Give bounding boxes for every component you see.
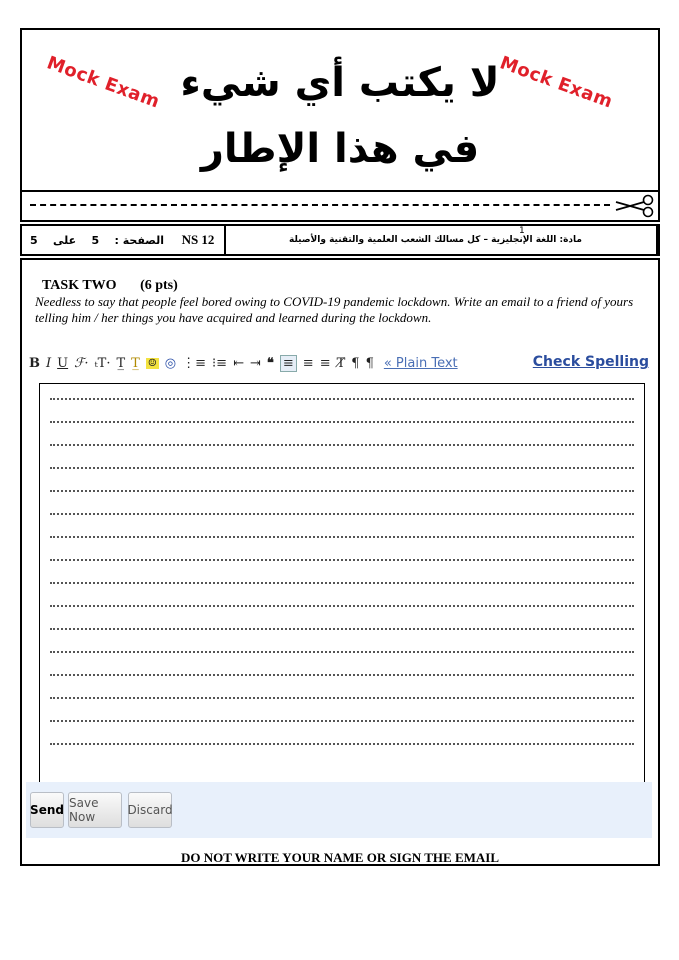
bulleted-list-icon[interactable]: ⁝≡: [212, 355, 228, 371]
font-size-icon[interactable]: ₜT·: [94, 355, 111, 371]
check-spelling-link[interactable]: Check Spelling: [532, 354, 649, 370]
exam-code: NS 12: [172, 226, 226, 254]
cut-line-strip: [20, 192, 660, 222]
tiny-mark: 1: [519, 226, 525, 236]
writing-line: [50, 444, 634, 446]
subject-cell: [226, 226, 658, 254]
page-number: 5: [91, 233, 100, 247]
writing-line: [50, 605, 634, 607]
task-heading: [42, 278, 178, 294]
writing-line: [50, 398, 634, 400]
writing-line: [50, 651, 634, 653]
outdent-icon[interactable]: ⇤: [233, 355, 244, 371]
formatting-toolbar: [29, 345, 651, 381]
text-color-icon[interactable]: T̲: [116, 355, 126, 371]
warning-line-1: لا يكتب أي شيء: [180, 60, 500, 106]
writing-line: [50, 467, 634, 469]
header-frame: [20, 28, 660, 192]
discard-button[interactable]: Discard: [128, 792, 172, 828]
mock-exam-stamp-right: Mock Exam: [496, 52, 616, 113]
email-action-bar: [26, 782, 652, 838]
page-indicator: [22, 226, 172, 254]
rtl-icon[interactable]: ¶: [351, 355, 360, 371]
mock-exam-stamp-left: Mock Exam: [43, 52, 163, 113]
align-right-icon[interactable]: ≡: [319, 355, 331, 371]
writing-line: [50, 743, 634, 745]
exam-info-row: [20, 224, 660, 256]
writing-line: [50, 720, 634, 722]
link-icon[interactable]: ◎: [164, 355, 177, 371]
plain-text-link[interactable]: « Plain Text: [383, 355, 458, 371]
writing-line: [50, 536, 634, 538]
subject-text: مادة: اللغة الإنجليزية – كل مسالك الشعب العلمية والتقنية والأصيلة: [289, 235, 582, 245]
writing-line: [50, 559, 634, 561]
scissors-icon: [612, 194, 656, 218]
align-center-icon[interactable]: ≡: [302, 355, 314, 371]
indent-icon[interactable]: ⇥: [249, 355, 261, 371]
remove-formatting-icon[interactable]: T̸: [336, 355, 346, 371]
writing-line: [50, 582, 634, 584]
smiley-icon[interactable]: ☺: [147, 357, 157, 369]
align-left-icon[interactable]: ≡: [280, 355, 297, 372]
footer-note: DO NOT WRITE YOUR NAME OR SIGN THE EMAIL: [180, 850, 500, 865]
of-label: على: [53, 233, 77, 247]
dashed-cut-line: [30, 204, 610, 206]
answer-frame: [20, 258, 660, 866]
underline-icon[interactable]: U: [57, 355, 69, 371]
numbered-list-icon[interactable]: ⋮≡: [182, 355, 207, 371]
task-title: TASK TWO: [42, 278, 117, 293]
task-points: (6 pts): [140, 278, 178, 293]
page-label: الصفحة :: [114, 233, 164, 247]
writing-line: [50, 513, 634, 515]
font-icon[interactable]: ℱ·: [74, 355, 89, 371]
quote-icon[interactable]: ❝: [266, 355, 274, 371]
warning-line-2: في هذا الإطار: [200, 126, 480, 172]
highlight-color-icon[interactable]: T̲: [131, 355, 140, 371]
send-button[interactable]: Send: [30, 792, 64, 828]
writing-line: [50, 490, 634, 492]
email-body-editor[interactable]: [39, 383, 645, 785]
writing-line: [50, 674, 634, 676]
ltr-icon[interactable]: ¶: [365, 355, 374, 371]
task-prompt: Needless to say that people feel bored owing to COVID-19 pandemic lockdown. Write an email to a friend of yours telling him / her things you have acquired and learned during the lockdown.: [35, 294, 634, 325]
writing-line: [50, 628, 634, 630]
save-now-button[interactable]: Save Now: [68, 792, 122, 828]
italic-icon[interactable]: I: [46, 355, 52, 371]
page-total: 5: [30, 233, 38, 247]
writing-line: [50, 421, 634, 423]
bold-icon[interactable]: B: [29, 355, 40, 371]
writing-line: [50, 697, 634, 699]
